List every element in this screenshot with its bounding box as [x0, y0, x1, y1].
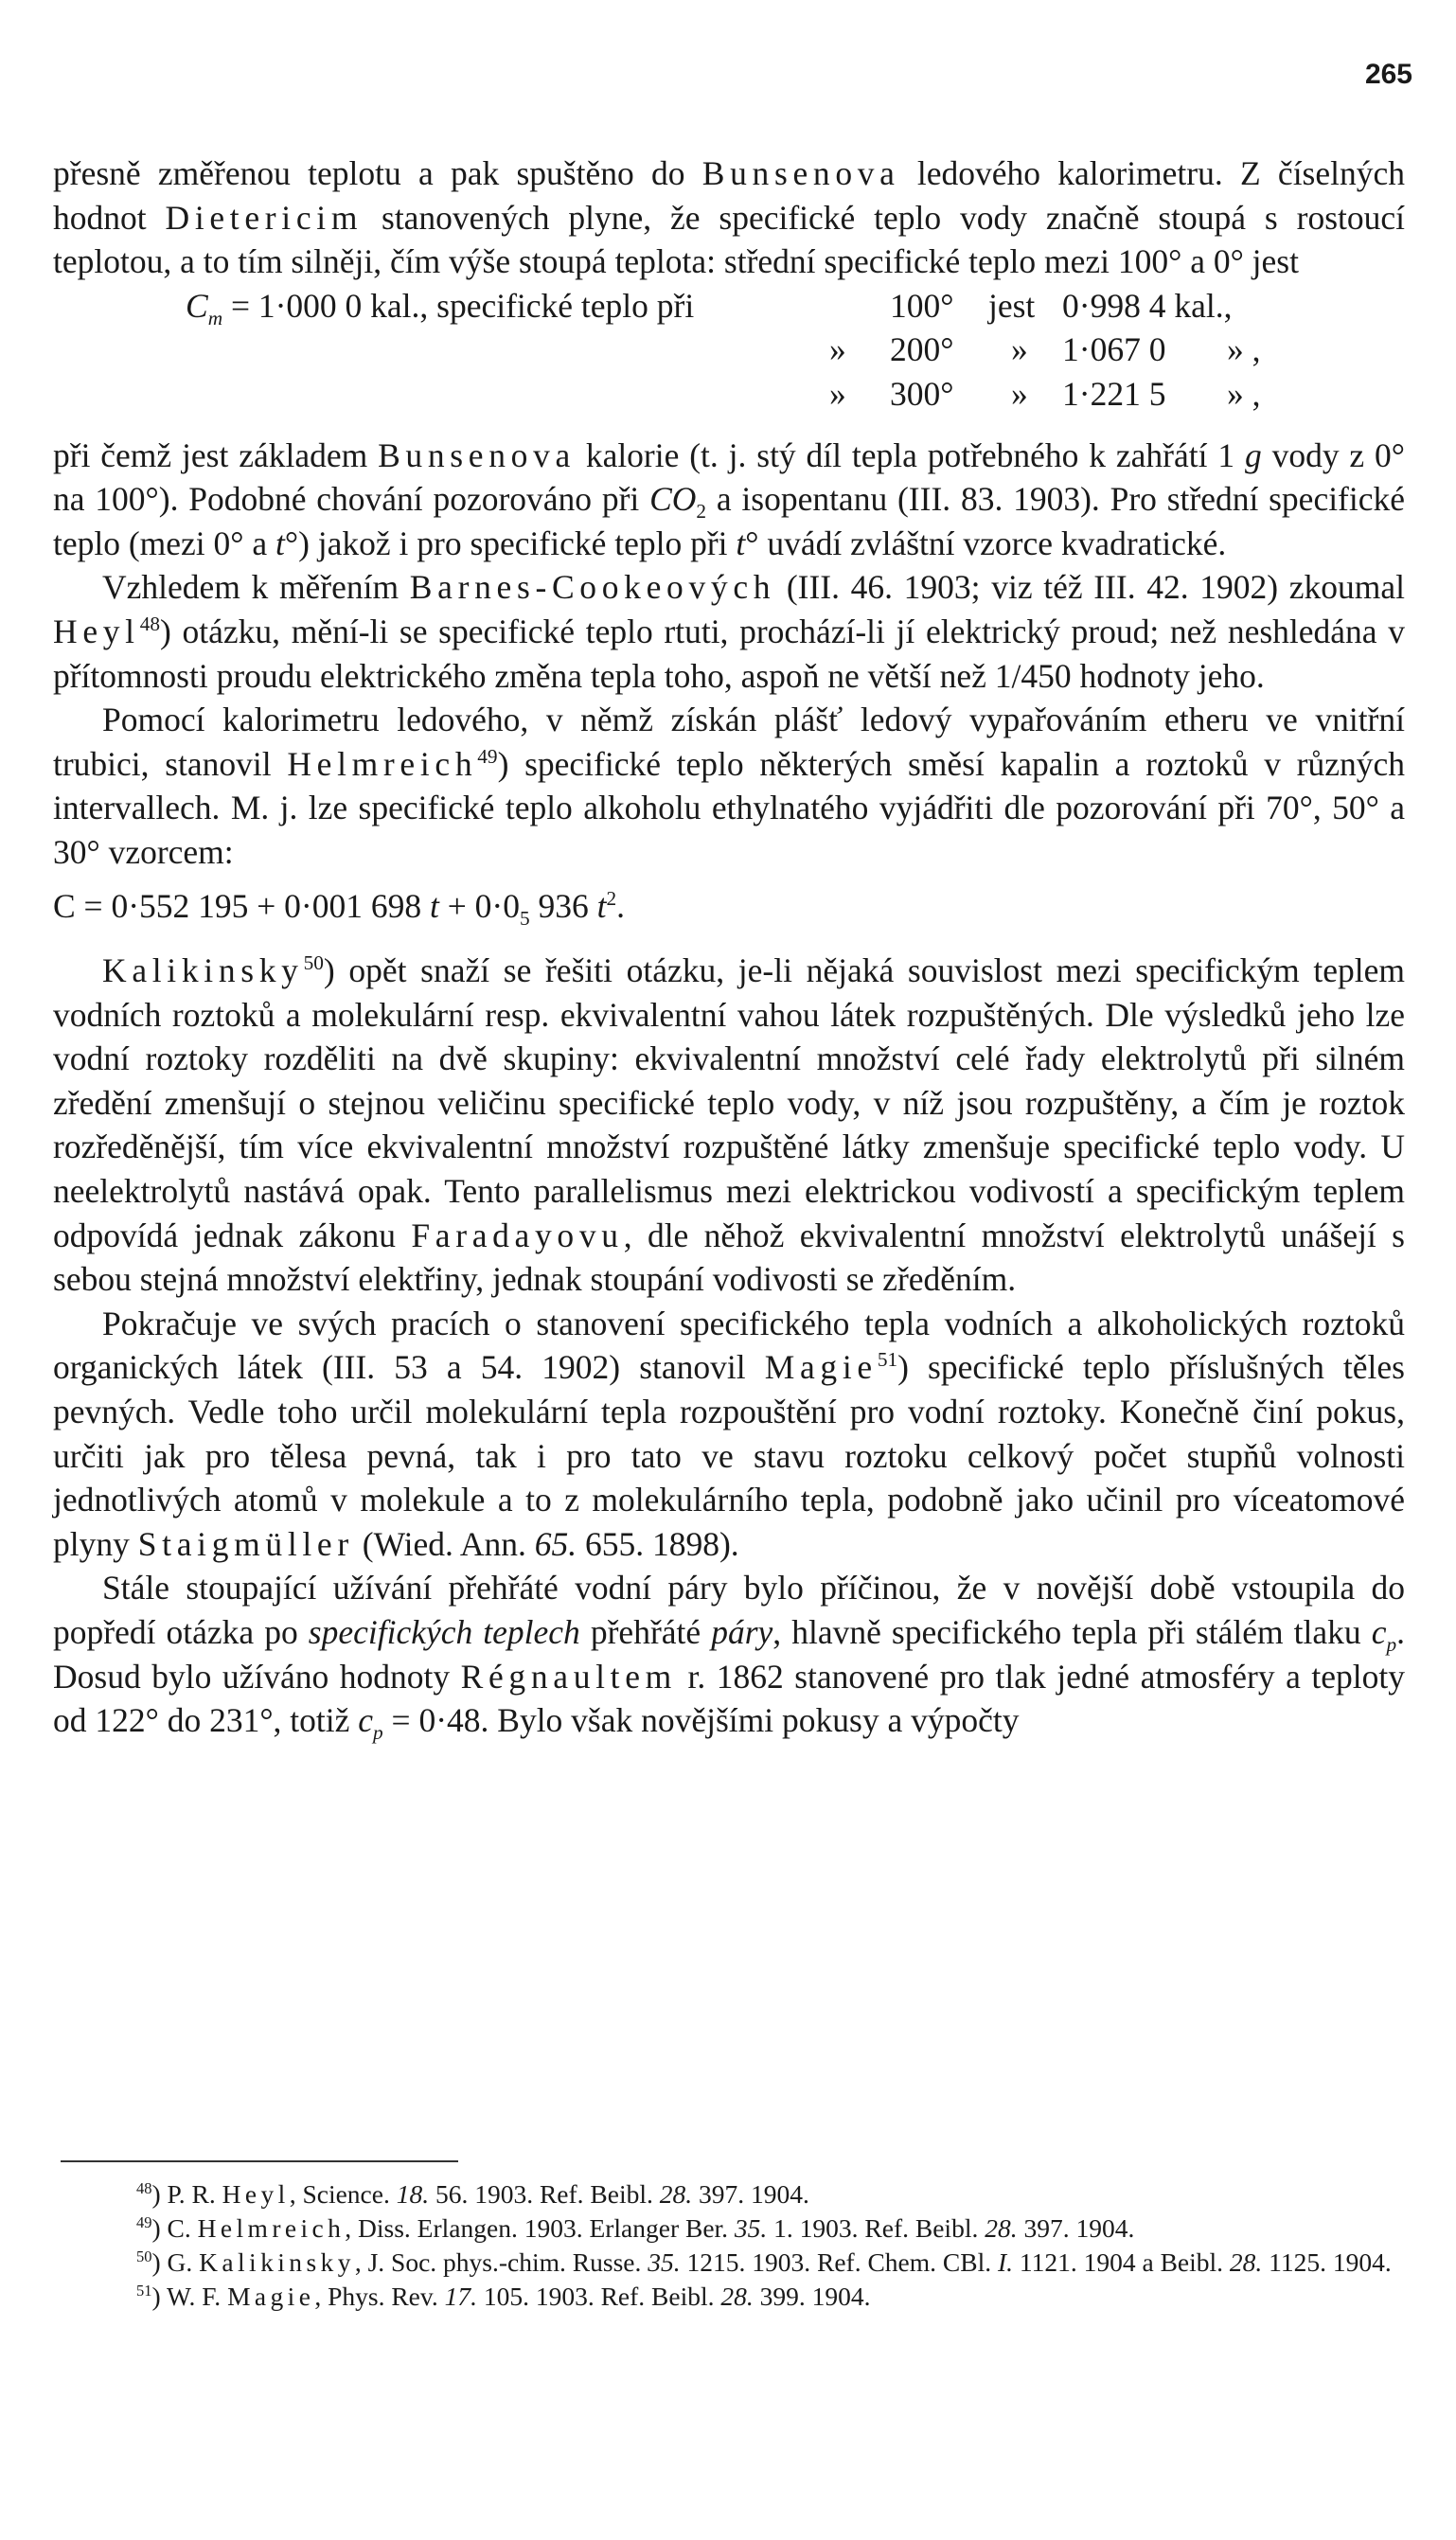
page-number: 265: [1364, 59, 1412, 90]
formula-row: » 300° » 1·221 5 » ,: [829, 374, 1261, 413]
footnote: $^{51}$) W. F. Magie, Phys. Rev. 17. 105. 1903. Ref. Beibl. 28. 399. 1904.: [136, 2281, 871, 2311]
footnotes: [53, 2177, 1405, 2314]
main-text: [53, 151, 1405, 1743]
footnote-divider: [61, 2160, 458, 2162]
paragraph-7: Stále stoupající užívání přehřáté vodní páry bylo příčinou, že v novější době vstoupila do popředí otázka po specifických teplech přehřáté páry, hlavně specifického tepla při stálém tlaku $c_p$. Dosud bylo užíváno hodnoty Régnaultem r. 1862 stanovené pro tlak jedné atmosféry a teploty od 122° do 231°, totiž $c_p = 0\cdot 48$. Bylo však novějšími pokusy a výpočty: [53, 1569, 1405, 1745]
paragraph-4: Pomocí kalorimetru ledového, v němž získán plášť ledový vypařováním etheru ve vnitřní trubici, stanovil Helmreich$^{49}$) specifické teplo některých směsí kapalin a roztoků v různých intervallech. M. j. lze specifické teplo alkoholu ethylnatého vyjádřiti dle pozorování při 70°, 50° a 30° vzorcem:: [53, 701, 1405, 871]
paragraph-2: při čemž jest základem Bunsenova kalorie (t. j. stý díl tepla potřebného k zahřátí 1 g vody z 0° na 100°). Podobné chování pozorováno při $CO_2$ a isopentanu (III. 83. 1903). Pro střední specifické teplo (mezi 0° a t°) jakož i pro specifické teplo při t° uvádí zvláštní vzorce kvadratické.: [53, 435, 1406, 562]
formula-row: $C_m = 1\cdot 000$ 0 kal., specifické teplo při 100° jest 0·998 4 kal.,: [186, 286, 1233, 329]
footnote: $^{49}$) C. Helmreich, Diss. Erlangen. 1903. Erlanger Ber. 35. 1. 1903. Ref. Beibl. 28. 397. 1904.: [136, 2212, 1135, 2243]
paragraph-1: přesně změřenou teplotu a pak spuštěno do Bunsenova ledového kalorimetru. Z číselných hodnot Dietericim stanovených plyne, že specifické teplo vody značně stoupá s rostoucí teplotou, a to tím silněji, čím výše stoupá teplota: střední specifické teplo mezi 100° a 0° jest: [53, 154, 1405, 281]
paragraph-3: Vzhledem k měřením Barnes-Cookeových (III. 46. 1903; viz též III. 42. 1902) zkoumal Heyl$^{48}$) otázku, mění-li se specifické teplo rtuti, prochází-li jí elektrický proud; než neshledána v přítomnosti proudu elektrického změna tepla toho, aspoň ne větší než 1/450 hodnoty jeho.: [53, 568, 1405, 695]
specific-heat-table: [53, 284, 1405, 417]
formula-row: » 200° » 1·067 0 » ,: [829, 330, 1261, 369]
formula-alcohol: C = 0·552 195 + 0·001 698 $t + 0\cdot 0_5$ 936 $t^2$.: [53, 886, 626, 930]
footnote: $^{48}$) P. R. Heyl, Science. 18. 56. 1903. Ref. Beibl. 28. 397. 1904.: [136, 2178, 809, 2209]
paragraph-5: Kalikinsky$^{50}$) opět snaží se řešiti otázku, je-li nějaká souvislost mezi specifickým teplem vodních roztoků a molekulární resp. ekvivalentní vahou látek rozpuštěných. Dle výsledků jeho lze vodní roztoky rozděliti na dvě skupiny: ekvivalentní množství celé řady elektrolytů při silném zředění zmenšují o stejnou veličinu specifické teplo vody, v níž jsou rozpuštěny, a čím je roztok rozředěnější, tím více ekvivalentní množství rozpuštěné látky zmenšuje specifické teplo vody. U neelektrolytů nastává opak. Tento parallelismus mezi elektrickou vodivostí a specifickým teplem odpovídá jednak zákonu Faradayovu, dle něhož ekvivalentní množství elektrolytů unášejí s sebou stejná množství elektřiny, jednak stoupání vodivosti se zředěním.: [53, 951, 1405, 1299]
paragraph-6: Pokračuje ve svých pracích o stanovení specifického tepla vodních a alkoholických roztoků organických látek (III. 53 a 54. 1902) stanovil Magie$^{51}$) specifické teplo příslušných těles pevných. Vedle toho určil molekulární tepla rozpouštění pro vodní roztoky. Konečně činí pokus, určiti jak pro tělesa pevná, tak i pro tato ve stavu roztoku celkový počet stupňů volnosti jednotlivých atomů v molekule a to z molekulárního tepla, podobně jako učinil pro víceatomové plyny Staigmüller (Wied. Ann. 65. 655. 1898).: [53, 1304, 1405, 1563]
footnote: $^{50}$) G. Kalikinsky, J. Soc. phys.-chim. Russe. 35. 1215. 1903. Ref. Chem. CBl. I. 1121. 1904 a Beibl. 28. 1125. 1904.: [136, 2247, 1392, 2277]
